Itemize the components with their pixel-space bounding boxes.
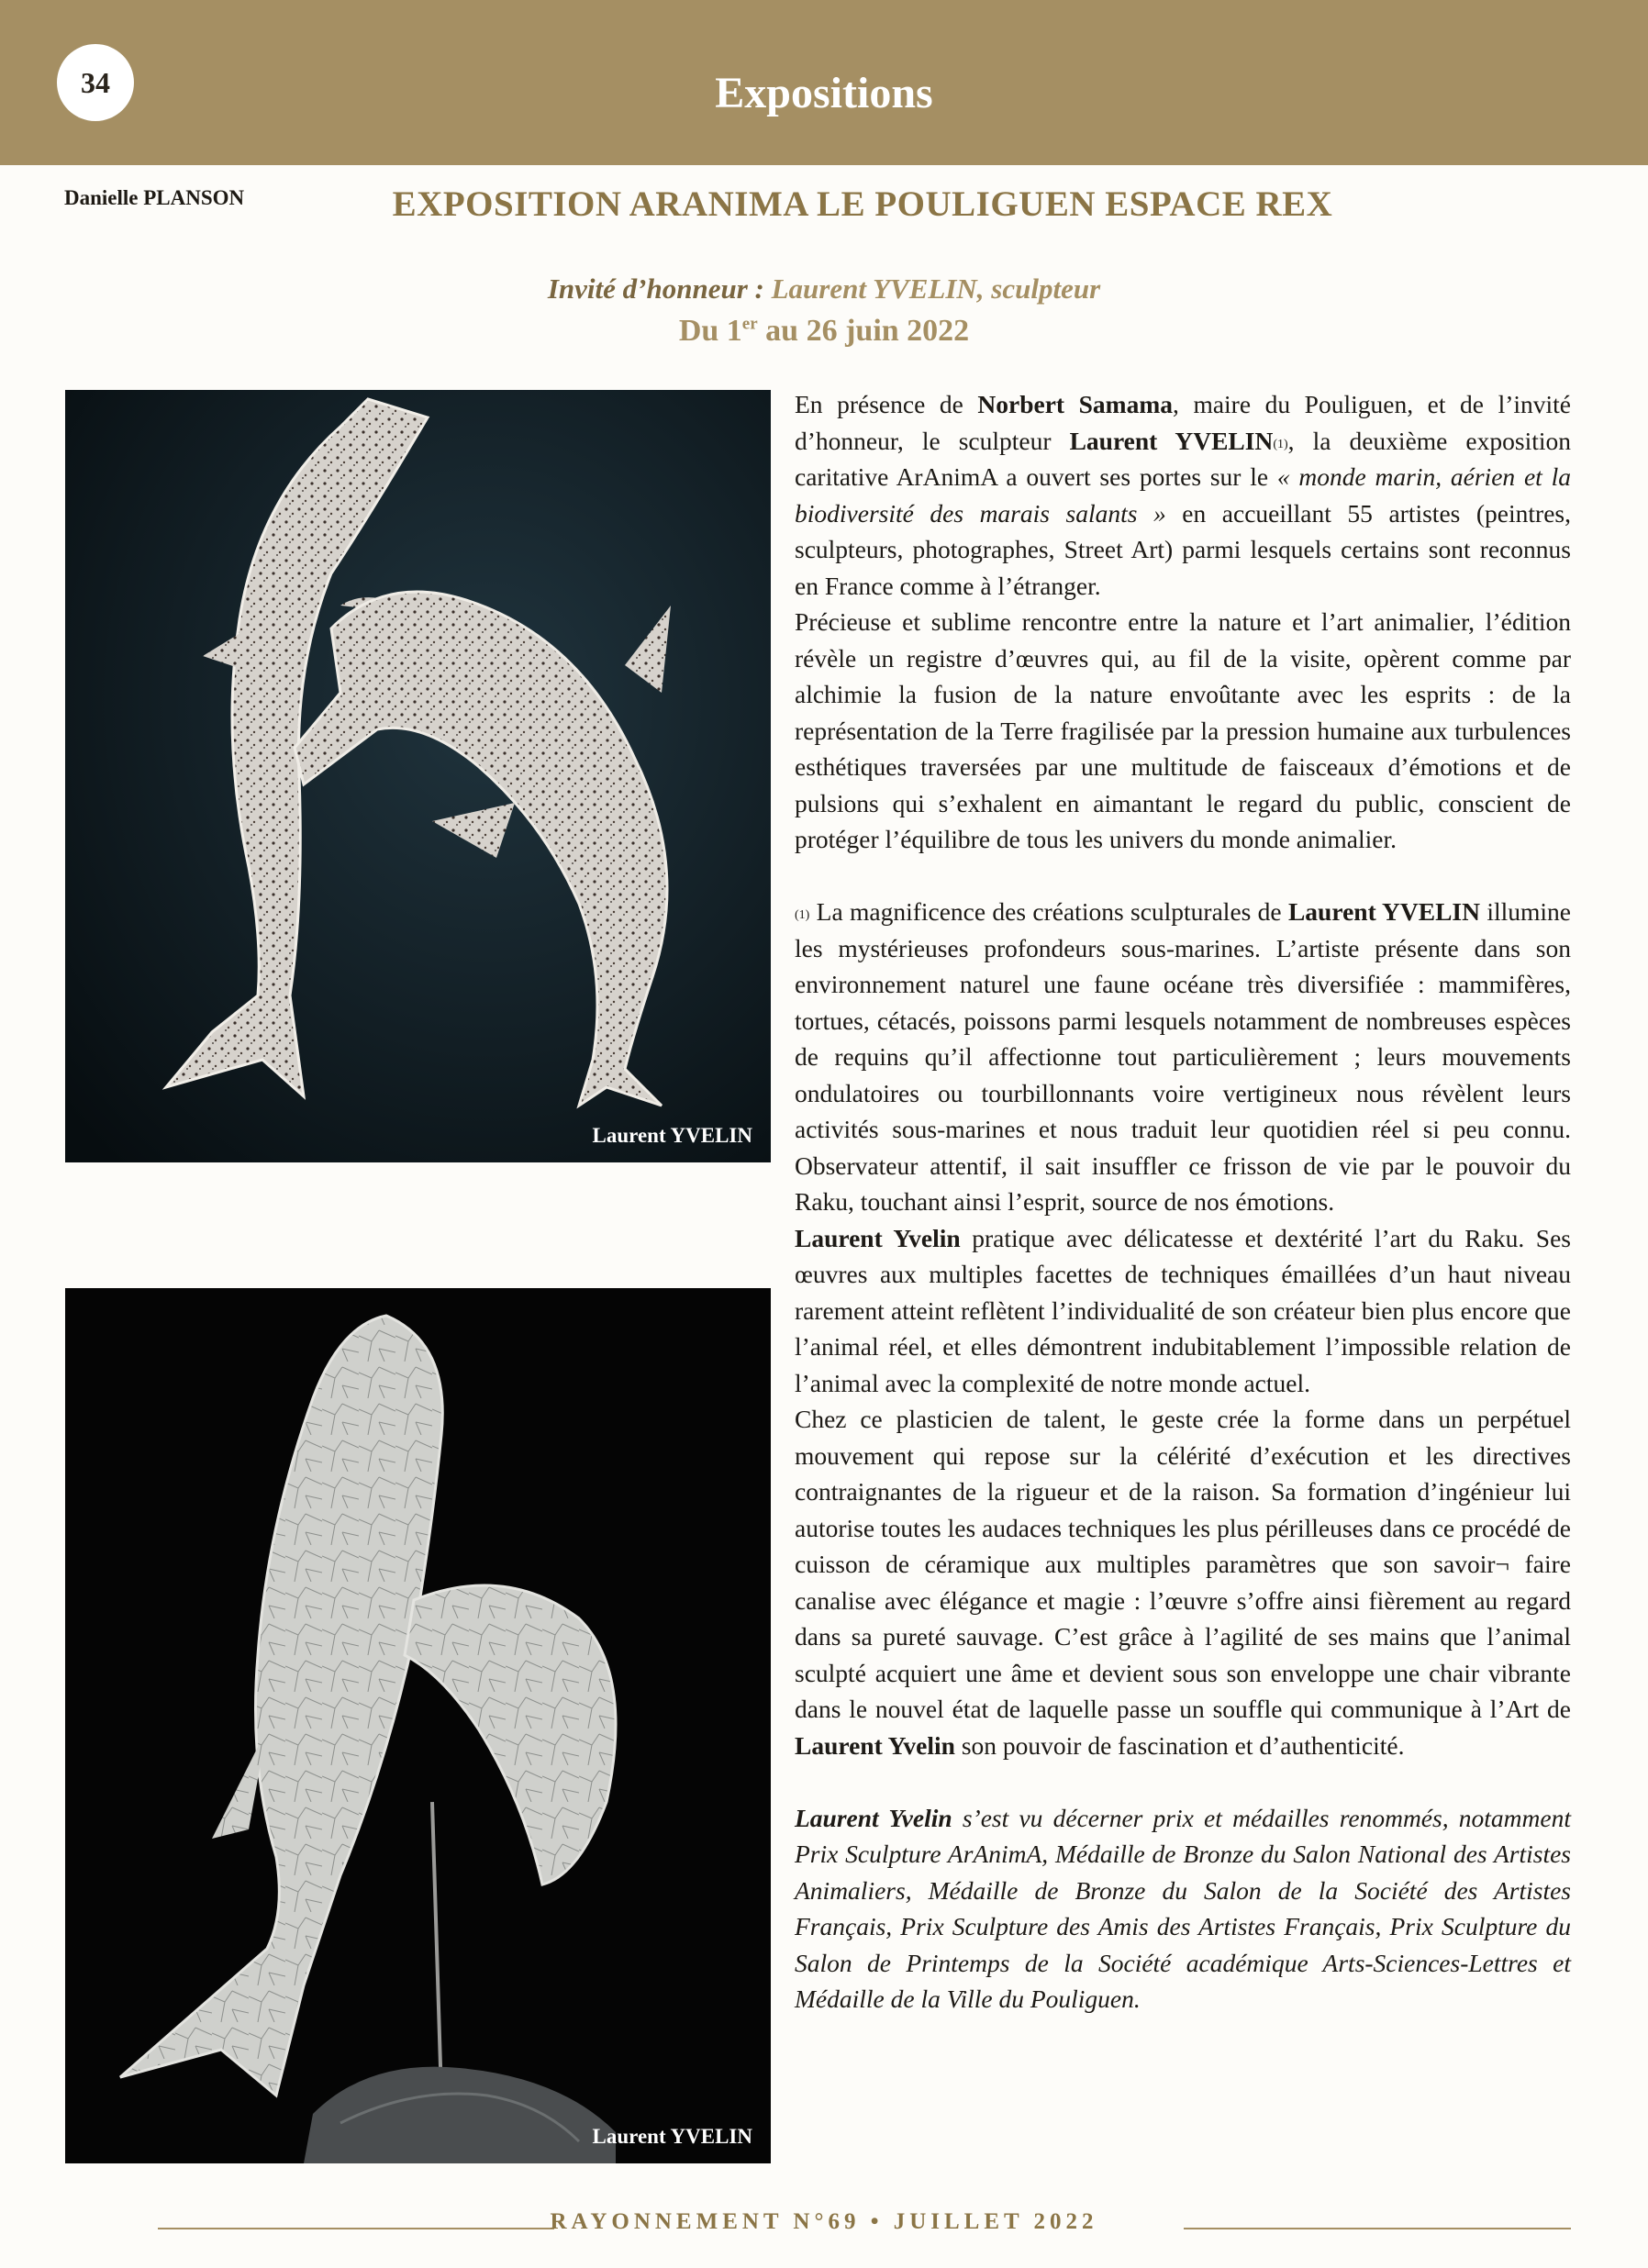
photo-caption: Laurent YVELIN	[592, 1124, 752, 1147]
italic-text: s’est vu décerner prix et médailles renommés, notamment Prix Sculpture ArAnimA, Médaille de Bronze du Salon National des Artistes Animaliers, Médaille de Bronze du Salon de la Société des Artistes Français, Prix Sculpture des Amis des Artistes Français, Prix Sculpture du Salon de Printemps de la Société académique Arts-Sciences-Lettres et Médaille de la Ville du Pouliguen.	[795, 1803, 1571, 2013]
bold-name: Laurent Yvelin	[795, 1803, 952, 1832]
paragraph-1	[795, 386, 1571, 604]
article-body	[795, 386, 1571, 2018]
footnote-marker: (1)	[795, 908, 810, 922]
text: , maire du Pouliguen, et de l’invité d’honneur, le sculpteur	[795, 390, 1572, 455]
author-name: Danielle PLANSON	[64, 186, 245, 209]
footer	[0, 2209, 1648, 2246]
paragraph-2: Précieuse et sublime rencontre entre la nature et l’art animalier, l’édition révèle un registre d’œuvres qui, au fil de la visite, opèrent comme par alchimie la fusion de la nature envoûtante avec les esprits : de la représentation de la Terre fragilisée par la pression humaine aux turbulences esthétiques traversées par une multitude de faisceaux d’émotions et de pulsions qui s’exhalent en aimantant le regard du public, conscient de protéger l’équilibre de tous les univers du monde animalier.	[795, 607, 1571, 853]
header-band	[0, 0, 1648, 165]
dolphin-sculpture-icon	[65, 390, 771, 1162]
text: , la deuxième exposition caritative ArAnimA a ouvert ses portes sur le	[795, 426, 1571, 491]
bold-name: Norbert Samama	[977, 390, 1173, 418]
text: Chez ce plasticien de talent, le geste crée la forme dans un perpétuel mouvement qui repose sur la célérité d’exécution et les directives contraignantes de la rigueur et de la raison. Sa formation d’ingénieur lui autorise toutes les audaces techniques les plus périlleuses dans ce procédé de cuisson de céramique aux multiples paramètres que son savoir¬ faire canalise avec élégance et magie : l’œuvre s’offre ainsi fièrement au regard dans sa pureté sauvage. C’est grâce à l’agilité de ses mains que l’animal sculpté acquiert une âme et devient sous son enveloppe une chair vibrante dans le nouvel état de laquelle passe un souffle qui communique à l’Art de	[795, 1405, 1571, 1723]
paragraph-5	[795, 1401, 1571, 1763]
photo-whale	[65, 1288, 771, 2163]
invite-label: Invité d’honneur :	[547, 272, 772, 305]
text: son pouvoir de fascination et d’authenticité.	[954, 1730, 1405, 1760]
bold-name: Laurent Yvelin	[795, 1730, 955, 1760]
italic-quote: « monde marin, aérien et la biodiversité des marais salants »	[795, 462, 1571, 528]
text: en accueillant 55 artistes (peintres, sculpteurs, photographes, Street Art) parmi lesquels certains sont reconnus en France comme à l’étranger.	[795, 498, 1571, 600]
spacer	[795, 1763, 1571, 1800]
text: La magnificence des créations sculpturales de	[809, 897, 1288, 926]
exhibition-dates	[0, 314, 1648, 349]
spacer	[795, 858, 1571, 895]
bold-name: Laurent YVELIN	[1287, 897, 1480, 926]
text: illumine les mystérieuses profondeurs sous-marines. L’artiste présente dans son environnement naturel une faune océane très diversifiée : mammifères, tortues, cétacés, poissons parmi lesquels notamment de nombreuses espèces de requins qu’il affectionne tout particulièrement ; leurs mouvements ondulatoires ou tourbillonnants voire vertigineux nous révèlent leurs activités sous-marines et nous traduit leur quotidien réel si peu connu. Observateur attentif, il sait insuffler ce frisson de vie par le pouvoir du Raku, touchant ainsi l’esprit, source de nos émotions.	[795, 897, 1571, 1216]
whale-sculpture-icon	[65, 1288, 771, 2163]
text: En présence de	[795, 390, 978, 418]
guest-of-honour	[0, 272, 1648, 306]
bold-name: Laurent Yvelin	[795, 1223, 961, 1252]
section-title: Expositions	[715, 69, 933, 117]
dates-start: Du 1	[678, 314, 742, 348]
dates-end: au 26 juin 2022	[757, 314, 970, 348]
photo-caption: Laurent YVELIN	[592, 2125, 752, 2148]
paragraph-3	[795, 894, 1571, 1220]
page-number: 34	[57, 44, 134, 121]
paragraph-6	[795, 1800, 1571, 2018]
article-title: EXPOSITION ARANIMA LE POULIGUEN ESPACE REX	[392, 184, 1333, 224]
paragraph-4	[795, 1220, 1571, 1402]
dates-sup: er	[741, 314, 758, 334]
footer-text: RAYONNEMENT N°69 • JUILLET 2022	[550, 2209, 1098, 2234]
invite-name: Laurent YVELIN, sculpteur	[771, 272, 1101, 305]
footnote-marker: (1)	[1273, 437, 1288, 451]
text: pratique avec délicatesse et dextérité l’art du Raku. Ses œuvres aux multiples facettes de techniques émaillées d’un haut niveau rarement atteint reflètent l’individualité de son créateur bien plus encore que l’animal réel, et elles démontrent indubitablement l’impossible relation de l’animal avec la complexité de notre monde actuel.	[795, 1223, 1572, 1397]
bold-name: Laurent YVELIN	[1069, 426, 1274, 455]
photo-dolphins	[65, 390, 771, 1162]
